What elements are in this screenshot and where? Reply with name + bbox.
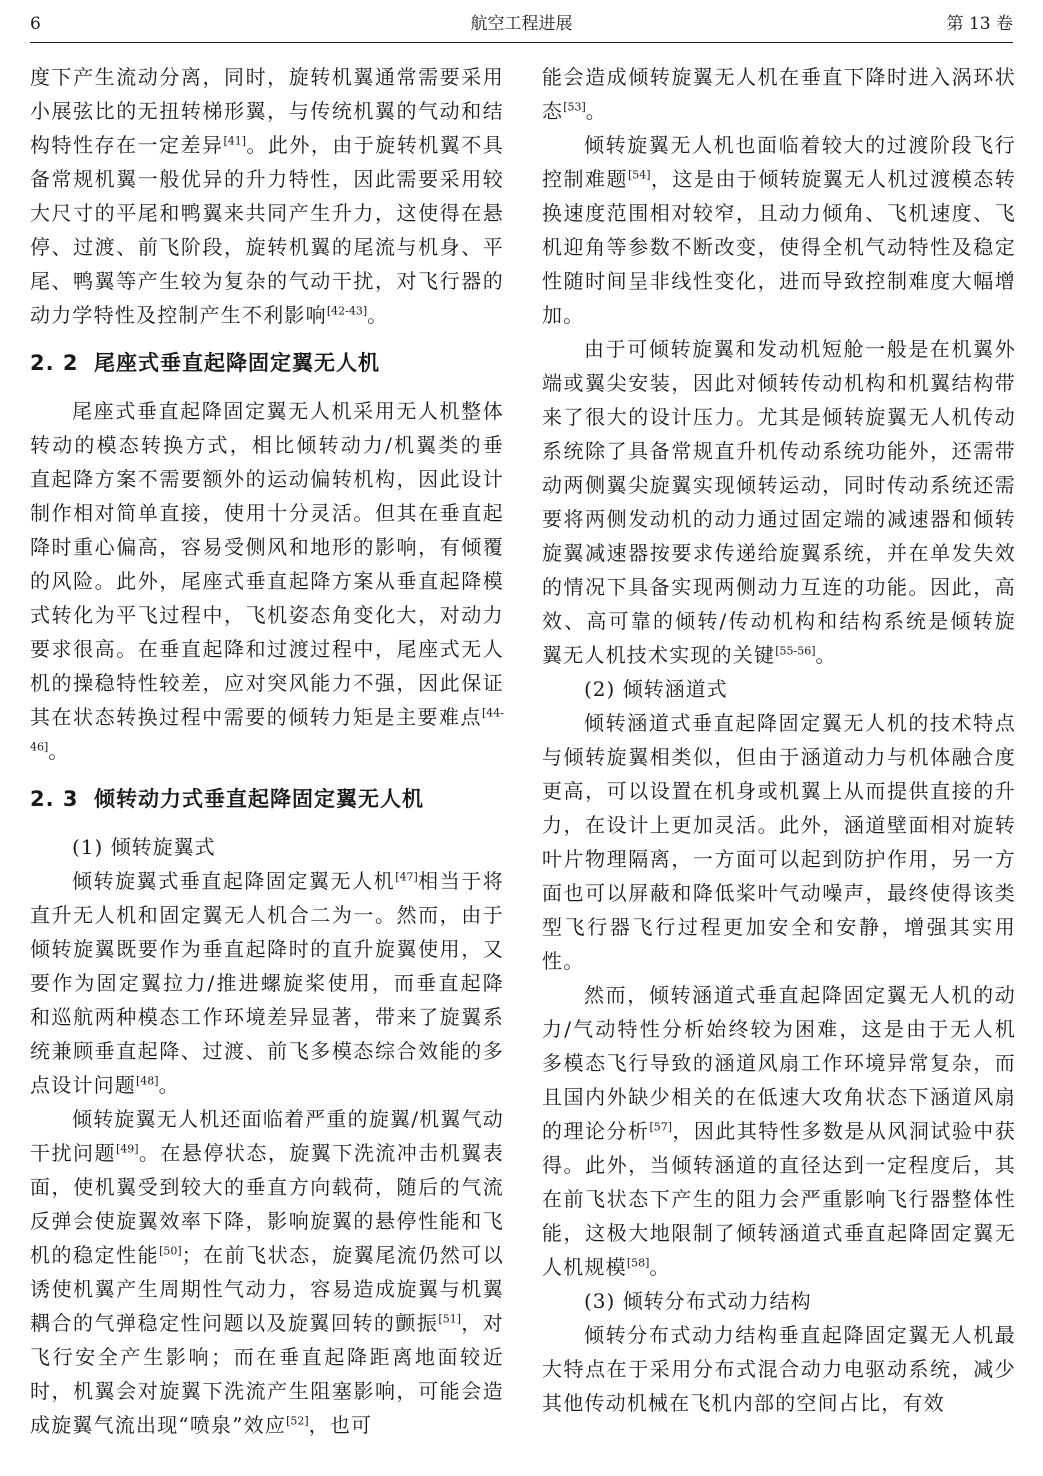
section-heading xyxy=(30,346,504,380)
citation: [57] xyxy=(649,1120,673,1134)
paragraph: 倾转旋翼无人机还面临着严重的旋翼/机翼气动干扰问题[49]。在悬停状态，旋翼下洗流冲击机翼表面，使机翼受到较大的垂直方向载荷，随后的气流反弹会使旋翼效率下降，影响旋翼的悬停性能和飞机的稳定性能[50]；在前飞状态，旋翼尾流仍然可以诱使机翼产生周期性气动力，容易造成旋翼与机翼耦合的气弹稳定性问题以及旋翼回转的颤振[51]，对飞行安全产生影响；而在垂直起降距离地面较近时，机翼会对旋翼下洗流产生阻塞影响，可能会造成旋翼气流出现“喷泉”效应[52]，也可 xyxy=(30,1107,504,1437)
citation: [58] xyxy=(626,1256,650,1270)
subsection-heading: (1) 倾转旋翼式 xyxy=(72,835,216,859)
citation: [48] xyxy=(136,1074,159,1088)
citation: [47] xyxy=(395,870,418,884)
citation: [41] xyxy=(223,134,247,148)
left-column xyxy=(30,60,504,1442)
paragraph: 能会造成倾转旋翼无人机在垂直下降时进入涡环状态[53]。 xyxy=(542,65,1016,123)
citation: [50] xyxy=(159,1244,182,1258)
citation: [49] xyxy=(115,1142,139,1156)
section-number: 2. 3 xyxy=(30,787,79,811)
paragraph: 由于可倾转旋翼和发动机短舱一般是在机翼外端或翼尖安装，因此对倾转传动机构和机翼结构带来了很大的设计压力。尤其是倾转旋翼无人机传动系统除了具备常规直升机传动系统功能外，还需带动两侧翼尖旋翼实现倾转运动，同时传动系统还需要将两侧发动机的动力通过固定端的减速器和倾转旋翼减速器按要求传递给旋翼系统，并在单发失效的情况下具备实现两侧动力互连的功能。因此，高效、高可靠的倾转/传动机构和结构系统是倾转旋翼无人机技术实现的关键[55-56]。 xyxy=(542,337,1016,667)
section-number: 2. 2 xyxy=(30,351,79,375)
paragraph: 倾转涵道式垂直起降固定翼无人机的技术特点与倾转旋翼相类似，但由于涵道动力与机体融合度更高，可以设置在机身或机翼上从而提供直接的升力，在设计上更加灵活。此外，涵道壁面相对旋转叶片物理隔离，一方面可以起到防护作用，另一方面也可以屏蔽和降低桨叶气动噪声，最终使得该类型飞行器飞行过程更加安全和安静，增强其实用性。 xyxy=(542,711,1016,973)
section-title: 尾座式垂直起降固定翼无人机 xyxy=(94,351,380,375)
paragraph: 度下产生流动分离，同时，旋转机翼通常需要采用小展弦比的无扭转梯形翼，与传统机翼的气动和结构特性存在一定差异[41]。此外，由于旋转机翼不具备常规机翼一般优异的升力特性，因此需要采用较大尺寸的平尾和鸭翼来共同产生升力，这使得在悬停、过渡、前飞阶段，旋转机翼的尾流与机身、平尾、鸭翼等产生较为复杂的气动干扰，对飞行器的动力学特性及控制产生不利影响[42-43]。 xyxy=(30,65,504,327)
citation: [44-46] xyxy=(30,706,504,754)
citation: [54] xyxy=(627,168,651,182)
paragraph: 尾座式垂直起降固定翼无人机采用无人机整体转动的模态转换方式，相比倾转动力/机翼类的垂直起降方案不需要额外的运动偏转机构，因此设计制作相对简单直接，使用十分灵活。但其在垂直起降时重心偏高，容易受侧风和地形的影响，有倾覆的风险。此外，尾座式垂直起降方案从垂直起降模式转化为平飞过程中，飞机姿态角变化大，对动力要求很高。在垂直起降和过渡过程中，尾座式无人机的操稳特性较差，应对突风能力不强，因此保证其在状态转换过程中需要的倾转力矩是主要难点[44-46]。 xyxy=(30,399,504,763)
citation: [52] xyxy=(286,1414,309,1428)
header-rule xyxy=(30,42,1013,43)
paragraph: 然而，倾转涵道式垂直起降固定翼无人机的动力/气动特性分析始终较为困难，这是由于无人机多模态飞行导致的涵道风扇工作环境异常复杂，而且国内外缺少相关的在低速大攻角状态下涵道风扇的理论分析[57]，因此其特性多数是从风洞试验中获得。此外，当倾转涵道的直径达到一定程度后，其在前飞状态下产生的阻力会严重影响飞行器整体性能，这极大地限制了倾转涵道式垂直起降固定翼无人机规模[58]。 xyxy=(542,983,1017,1279)
paragraph: 倾转分布式动力结构垂直起降固定翼无人机最大特点在于采用分布式混合动力电驱动系统，减少其他传动机械在飞机内部的空间占比，有效 xyxy=(542,1323,1016,1415)
subsection-heading: (3) 倾转分布式动力结构 xyxy=(584,1289,812,1313)
page-number: 6 xyxy=(30,14,41,34)
citation: [51] xyxy=(438,1312,461,1326)
volume-label: 第 13 卷 xyxy=(946,14,1013,34)
citation: [55-56] xyxy=(775,644,816,658)
section-heading xyxy=(30,782,504,816)
running-header xyxy=(30,10,1013,38)
paragraph: 倾转旋翼无人机也面临着较大的过渡阶段飞行控制难题[54]，这是由于倾转旋翼无人机过渡模态转换速度范围相对较窄，且动力倾角、飞机速度、飞机迎角等参数不断改变，使得全机气动特性及稳定性随时间呈非线性变化，进而导致控制难度大幅增加。 xyxy=(542,133,1016,327)
section-title: 倾转动力式垂直起降固定翼无人机 xyxy=(94,787,424,811)
citation: [42-43] xyxy=(326,304,368,318)
paragraph: 倾转旋翼式垂直起降固定翼无人机[47]相当于将直升无人机和固定翼无人机合二为一。然而，由于倾转旋翼既要作为垂直起降时的直升旋翼使用，又要作为固定翼拉力/推进螺旋桨使用，而垂直起降和巡航两种模态工作环境差异显著，带来了旋翼系统兼顾垂直起降、过渡、前飞多模态综合效能的多点设计问题[48]。 xyxy=(30,869,505,1097)
right-column xyxy=(542,60,1016,1420)
journal-title: 航空工程进展 xyxy=(470,14,573,34)
subsection-heading: (2) 倾转涵道式 xyxy=(584,677,728,701)
citation: [53] xyxy=(563,100,586,114)
